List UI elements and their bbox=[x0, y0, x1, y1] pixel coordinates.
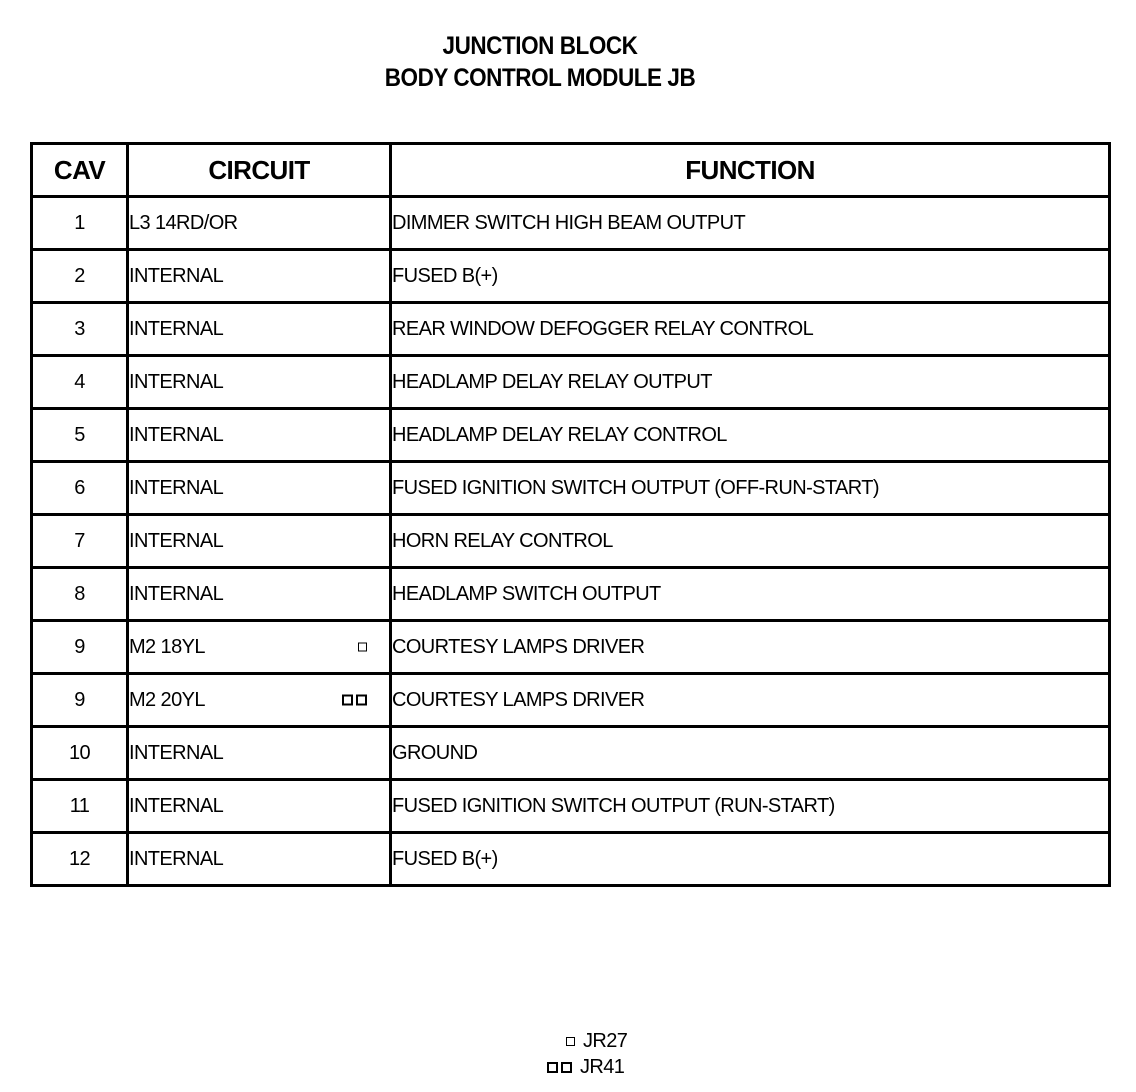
cell-circuit bbox=[128, 833, 391, 886]
cell-circuit bbox=[128, 250, 391, 303]
circuit-text: INTERNAL bbox=[129, 741, 224, 764]
table-row bbox=[32, 674, 1110, 727]
circuit-text: INTERNAL bbox=[129, 317, 224, 340]
cell-cav: 6 bbox=[32, 462, 128, 515]
cell-cav: 10 bbox=[32, 727, 128, 780]
single-square-icon bbox=[566, 1037, 575, 1046]
cell-function: FUSED B(+) bbox=[391, 250, 1110, 303]
cell-cav: 3 bbox=[32, 303, 128, 356]
cell-function: FUSED IGNITION SWITCH OUTPUT (OFF-RUN-START) bbox=[391, 462, 1110, 515]
cell-function: FUSED IGNITION SWITCH OUTPUT (RUN-START) bbox=[391, 780, 1110, 833]
cell-function: HEADLAMP DELAY RELAY OUTPUT bbox=[391, 356, 1110, 409]
circuit-text: M2 20YL bbox=[129, 688, 205, 711]
legend-item-jr41 bbox=[547, 1056, 624, 1079]
cell-cav: 2 bbox=[32, 250, 128, 303]
table-row bbox=[32, 409, 1110, 462]
cell-cav: 1 bbox=[32, 197, 128, 250]
circuit-text: INTERNAL bbox=[129, 794, 224, 817]
cell-function: COURTESY LAMPS DRIVER bbox=[391, 621, 1110, 674]
circuit-text: INTERNAL bbox=[129, 264, 224, 287]
cell-cav: 12 bbox=[32, 833, 128, 886]
circuit-text: M2 18YL bbox=[129, 635, 205, 658]
cell-circuit bbox=[128, 197, 391, 250]
cell-circuit bbox=[128, 462, 391, 515]
cell-circuit bbox=[128, 727, 391, 780]
table-row bbox=[32, 303, 1110, 356]
cell-circuit bbox=[128, 356, 391, 409]
table-row bbox=[32, 727, 1110, 780]
title-line-2: BODY CONTROL MODULE JB bbox=[384, 64, 696, 92]
legend-label: JR27 bbox=[583, 1030, 628, 1052]
single-square-icon bbox=[358, 643, 367, 652]
cell-cav: 8 bbox=[32, 568, 128, 621]
cell-cav: 5 bbox=[32, 409, 128, 462]
header-circuit: CIRCUIT bbox=[128, 144, 391, 197]
header-cav: CAV bbox=[32, 144, 128, 197]
cell-cav: 9 bbox=[32, 674, 128, 727]
cavity-table bbox=[30, 142, 1111, 887]
double-square-icon bbox=[342, 695, 367, 706]
circuit-text: INTERNAL bbox=[129, 476, 224, 499]
table-row bbox=[32, 833, 1110, 886]
circuit-text: INTERNAL bbox=[129, 423, 224, 446]
cell-function: GROUND bbox=[391, 727, 1110, 780]
circuit-text: INTERNAL bbox=[129, 847, 224, 870]
circuit-text: INTERNAL bbox=[129, 529, 224, 552]
cell-circuit bbox=[128, 621, 391, 674]
legend-label: JR41 bbox=[580, 1056, 625, 1078]
table-row bbox=[32, 250, 1110, 303]
cell-function: HEADLAMP SWITCH OUTPUT bbox=[391, 568, 1110, 621]
table-row bbox=[32, 621, 1110, 674]
cell-circuit bbox=[128, 674, 391, 727]
cell-function: HORN RELAY CONTROL bbox=[391, 515, 1110, 568]
table-row bbox=[32, 197, 1110, 250]
table-row bbox=[32, 568, 1110, 621]
table-header-row bbox=[32, 144, 1110, 197]
cell-cav: 7 bbox=[32, 515, 128, 568]
cell-circuit bbox=[128, 780, 391, 833]
cell-function: REAR WINDOW DEFOGGER RELAY CONTROL bbox=[391, 303, 1110, 356]
cell-function: HEADLAMP DELAY RELAY CONTROL bbox=[391, 409, 1110, 462]
cell-circuit bbox=[128, 568, 391, 621]
cell-cav: 11 bbox=[32, 780, 128, 833]
circuit-text: INTERNAL bbox=[129, 370, 224, 393]
circuit-text: INTERNAL bbox=[129, 582, 224, 605]
cell-circuit bbox=[128, 409, 391, 462]
cell-function: FUSED B(+) bbox=[391, 833, 1110, 886]
cell-cav: 9 bbox=[32, 621, 128, 674]
legend-item-jr27 bbox=[566, 1030, 627, 1053]
header-function: FUNCTION bbox=[391, 144, 1110, 197]
double-square-icon bbox=[547, 1062, 572, 1073]
cell-circuit bbox=[128, 515, 391, 568]
title-line-1: JUNCTION BLOCK bbox=[442, 32, 638, 60]
circuit-text: L3 14RD/OR bbox=[129, 211, 238, 234]
cell-circuit bbox=[128, 303, 391, 356]
table-row bbox=[32, 356, 1110, 409]
cell-function: COURTESY LAMPS DRIVER bbox=[391, 674, 1110, 727]
table-row bbox=[32, 780, 1110, 833]
cell-cav: 4 bbox=[32, 356, 128, 409]
table-row bbox=[32, 462, 1110, 515]
cell-function: DIMMER SWITCH HIGH BEAM OUTPUT bbox=[391, 197, 1110, 250]
table-row bbox=[32, 515, 1110, 568]
